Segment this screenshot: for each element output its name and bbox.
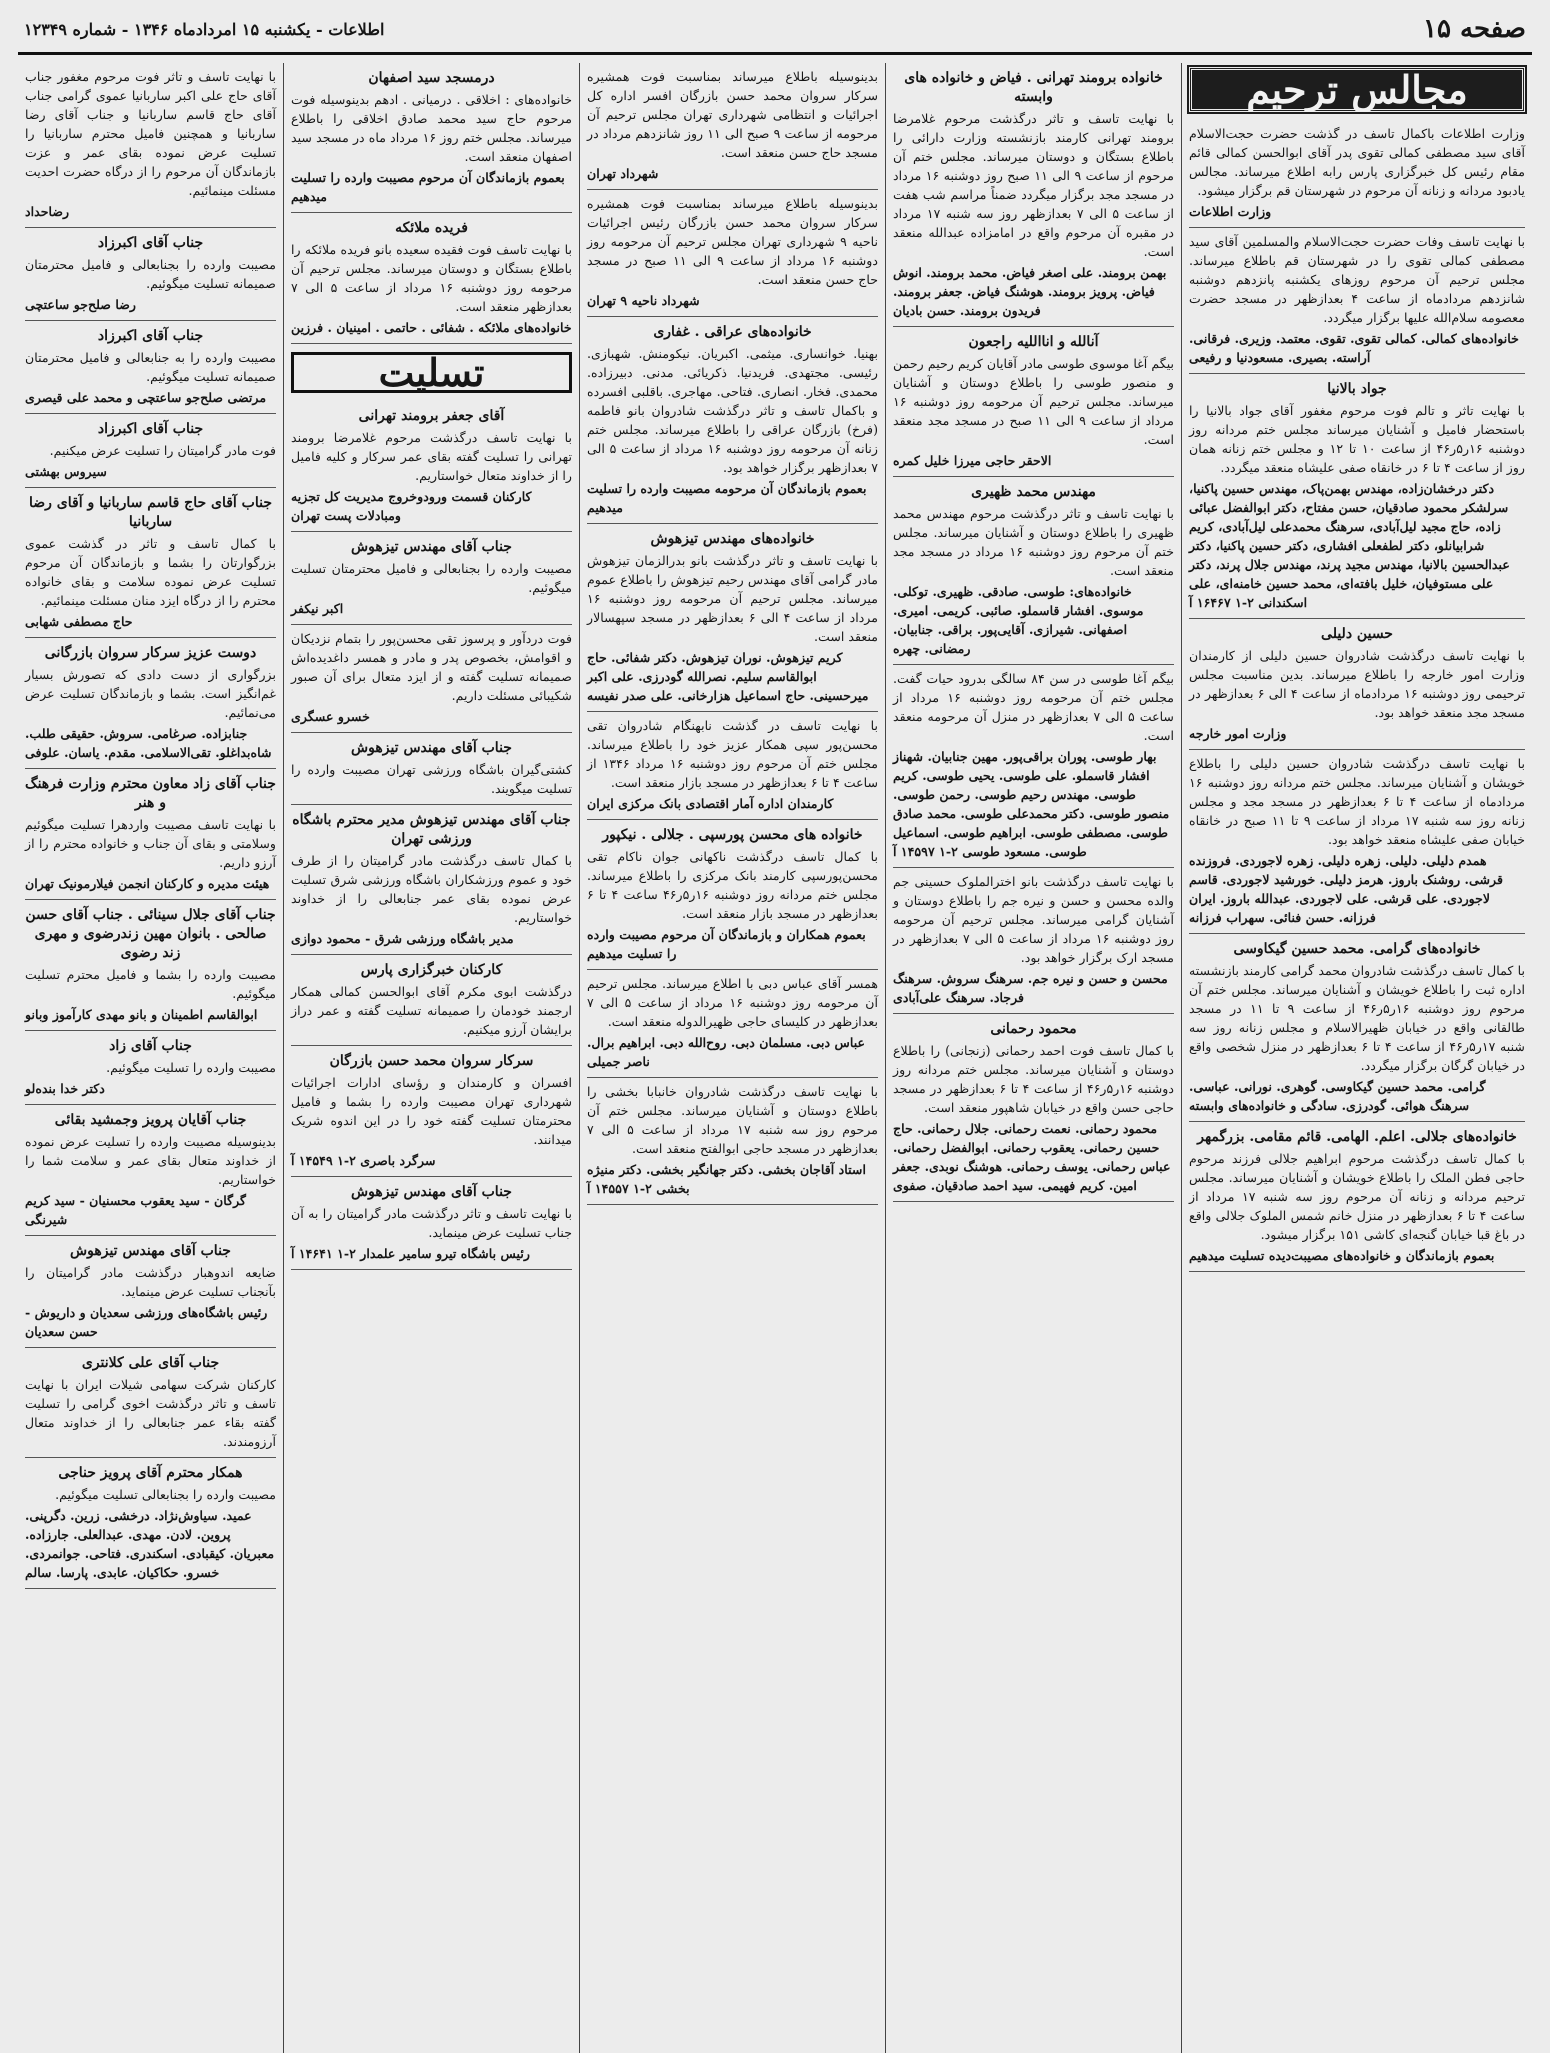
- masthead: [18, 8, 1532, 55]
- notice-body: با نهایت تاسف و تاثر درگذشت مادر گرامیتان را به آن جناب تسلیت عرض مینماید.: [291, 1206, 572, 1240]
- notice-body: بیگم آغا موسوی طوسی مادر آقایان کریم رحیم رحمن و منصور طوسی را باطلاع دوستان و آشنایان میرساند. مجلس ترحیم آن مرحومه روز دوشنبه ۱۶ مرداد از ساعت ۹ الی ۱۱ صبح در مسجد مجد منعقد است.: [893, 356, 1174, 447]
- notice-body: بدینوسیله مصیبت وارده را تسلیت عرض نموده از خداوند متعال بقای عمر و سلامت شما را خواستاریم.: [25, 1134, 276, 1187]
- issue-info: اطلاعات - یکشنبه ۱۵ امردادماه ۱۳۴۶ - شماره ۱۲۳۴۹: [24, 19, 385, 39]
- notice-item: [25, 638, 276, 769]
- notice-body: ضایعه اندوهبار درگذشت مادر گرامیتان را بآنجناب تسلیت عرض مینماید.: [25, 1265, 276, 1299]
- notice-item: [893, 665, 1174, 868]
- notice-signature: وزارت امور خارجه: [1189, 726, 1287, 741]
- notice-body: با نهایت تاسف درگذشت بانو اخترالملوک حسینی جم والده محسن و حسن و نیره جم را باطلاع دوستان و آشنایان گرامی میرساند. مجلس ترحیم آن مرحومه روز دوشنبه ۱۶ مرداد از ساعت ۵ الی ۷ بعدازظهر در مسجد ارک برگزار خواهد بود.: [893, 874, 1175, 965]
- notice-item: [291, 213, 572, 344]
- notice-body: با کمال تاسف درگذشت ناکهانی جوان ناکام تقی محسن‌پورسپی کارمند بانک مرکزی را باطلاع میرساند. مجلس ختم مردانه روز دوشنبه ۱۶ر۵ر۴۶ ساعت ۴ تا ۶ بعدازظهر در مسجد بازار منعقد است.: [587, 849, 878, 921]
- notice-item: [25, 63, 276, 228]
- notice-body: با نهایت تاسف و تاثر فوت مرحوم مغفور جناب آقای حاج علی اکبر ساربانیا عموی گرامی جناب آقای حاج قاسم ساربانیا و جناب آقای رضا ساربانیا و همچنین فامیل محترم ساربانیا را تسلیت عرض نموده بقای عمر و عزت بازماندگان آن مرحوم را از درگاه حضرت احدیت مسئلت مینمائیم.: [25, 69, 276, 198]
- notice-title: جناب آقای زاد: [109, 1038, 192, 1054]
- notice-item: [1189, 934, 1525, 1122]
- notice-item: [893, 327, 1174, 477]
- notice-item: [587, 820, 878, 970]
- notice-signature: ابوالقاسم اطمینان و بانو مهدی کارآموز وبانو: [25, 1007, 258, 1022]
- column-obituaries: [1181, 63, 1532, 2053]
- notice-body: بدینوسیله باطلاع میرساند بمناسبت فوت همشیره سرکار سروان محمد حسن بازرگان افسر اداره کل اجرائیات و انتظامی شهرداری تهران مجلس ترحیم آن مرحومه از ساعت ۹ صبح الی ۱۱ روز شانزدهم مرداد در مسجد حاج حسن منعقد است.: [587, 69, 879, 160]
- notice-item: [1189, 1122, 1525, 1272]
- notice-signature: شهرداد تهران: [587, 166, 659, 181]
- notice-signature: خانواده‌های: طوسی. صادقی. ظهیری. توکلی. موسوی. افشار قاسملو. صائبی. کریمی. امیری. اصفهانی. شیرازی. آقایی‌پور. براقی. جنابیان. رمضانی. چهره: [893, 584, 1144, 656]
- notice-title: خانواده های محسن پورسپی . جلالی . نیکپور: [602, 827, 863, 843]
- notice-title: جناب آقای اکبرزاد: [97, 421, 204, 437]
- notice-item: [291, 532, 572, 625]
- notice-item: [1189, 619, 1525, 750]
- notice-title: جناب آقای اکبرزاد: [97, 235, 204, 251]
- notice-item: [291, 63, 572, 213]
- notice-signature: گرامی. محمد حسین گیکاوسی. گوهری. نورانی. عباسی. سرهنگ هوائی. گودرزی. سادگی و خانواده‌های وابسته: [1189, 1079, 1486, 1113]
- notice-item: [587, 190, 878, 317]
- notice-signature: استاد آقاجان بخشی. دکتر جهانگیر بخشی. دکتر منیژه بخشی ۲-۱ ۱۴۵۵۷ آ: [587, 1162, 866, 1196]
- notice-signature: بعموم همکاران و بازماندگان آن مرحوم مصیبت وارده را تسلیت میدهیم: [587, 927, 866, 961]
- notice-item: [25, 1236, 276, 1348]
- notice-title: دوست عزیز سرکار سروان بازرگانی: [44, 645, 257, 661]
- notice-body: با نهایت تاسف درگذشت شادروان حسین دلیلی را باطلاع خویشان و آشنایان میرساند. مجلس ختم مردانه روز دوشنبه ۱۶ مردادماه از ساعت ۴ تا ۶ بعدازظهر در مسجد مجد و مجلس زنانه روز سه شنبه ۱۷ مرداد از ساعت ۹ تا ۱۱ صبح در خانقاه خیابان صفی علیشاه منعقد خواهد بود.: [1189, 756, 1525, 847]
- notice-signature: بعموم بازماندگان آن مرحومه مصیبت وارده را تسلیت میدهیم: [587, 481, 867, 515]
- notice-body: با نهایت تاسف درگذشت شادروان خانبابا بخشی را باطلاع دوستان و آشنایان میرساند. مجلس ختم آن مرحوم روز سه شنبه ۱۷ مرداد از ساعت ۵ الی ۷ بعدازظهر در مسجد حاجی ابوالفتح منعقد است.: [587, 1084, 879, 1156]
- notice-item: [1189, 228, 1525, 374]
- notice-signature: خسرو عسگری: [291, 709, 370, 724]
- notice-body: با نهایت تاسف و تاثر درگذشت مرحوم غلامرضا برومند تهرانی کارمند بازنشسته وزارت دارائی را باطلاع بستگان و دوستان میرساند. مجلس ختم آن مرحوم از ساعت ۹ الی ۱۱ صبح روز دوشنبه ۱۶ مرداد در مسجد مجد برگزار میگردد ضمناً مراسم شب هفت از ساعت ۵ الی ۷ بعدازظهر روز سه شنبه ۱۷ مرداد در مقبره آن مرحوم واقع در امامزاده عبدالله منعقد است.: [893, 111, 1175, 259]
- notice-item: [291, 733, 572, 805]
- notice-body: کشتی‌گیران باشگاه ورزشی تهران مصیبت وارده را تسلیت میگویند.: [291, 762, 572, 796]
- notice-signature: حاج مصطفی شهابی: [25, 614, 133, 629]
- notice-item: [291, 955, 572, 1046]
- notice-title: خانواده‌های عراقی . غفاری: [653, 324, 812, 340]
- notice-title: جناب آقای زاد معاون محترم وزارت فرهنگ و هنر: [25, 776, 276, 811]
- notice-signature: اکبر نیکفر: [291, 601, 344, 616]
- notice-title: خانواده‌های گرامی. محمد حسین گیکاوسی: [1233, 941, 1481, 957]
- notice-item: [291, 805, 572, 955]
- notice-signature: شهرداد ناحیه ۹ تهران: [587, 293, 700, 308]
- notice-body: مصیبت وارده را بجنابعالی و فامیل محترمتان صمیمانه تسلیت میگوئیم.: [25, 257, 276, 291]
- notice-signature: همدم دلیلی. دلیلی. زهره دلیلی. زهره لاجوردی. فروزنده قرشی. روشنک باروز. هرمز دلیلی. خورشید لاجوردی. قاسم لاجوردی. علی قرشی. علی لاجوردی. عبدالله باروز. ایران فرزانه. حسن فنائی. سهراب فرزانه: [1189, 853, 1503, 925]
- notice-item: [893, 1014, 1174, 1202]
- notice-item: [587, 712, 878, 820]
- notice-body: با کمال تاسف درگذشت شادروان محمد گرامی کارمند بازنشسته اداره ثبت را باطلاع خویشان و آشنایان میرساند. مجلس ختم آن مرحوم روز دوشنبه ۱۶ر۵ر۴۶ از ساعت ۹ تا ۱۱ در مسجد طالقانی واقع در خیابان ظهیرالاسلام و مجلس زنانه روز سه شنبه ۱۷ر۵ر۴۶ از ساعت ۴ تا ۶ بعدازظهر در منزل شخصی واقع در خیابان گرگان برگزار میگردد.: [1189, 963, 1525, 1073]
- notice-item: [25, 1105, 276, 1236]
- notice-item: [587, 970, 878, 1078]
- notice-item: [587, 63, 878, 190]
- notice-body: مصیبت وارده را بجنابعالی تسلیت میگوئیم.: [55, 1487, 276, 1502]
- notice-body: فوت مادر گرامیتان را تسلیت عرض میکنیم.: [49, 443, 276, 458]
- section-title-majalis-tarhim: مجالس ترحیم: [1189, 67, 1525, 112]
- notice-signature: سیروس بهشتی: [25, 464, 107, 479]
- notice-signature: مدیر باشگاه ورزشی شرق - محمود دوازی: [291, 931, 514, 946]
- notice-signature: وزارت اطلاعات: [1189, 204, 1272, 219]
- notice-title: جناب آقای مهندس تیزهوش: [351, 1184, 512, 1200]
- notice-list: [291, 401, 572, 1270]
- notice-item: [587, 524, 878, 712]
- notice-title: خانواده برومند تهرانی . فیاض و خانواده های وابسته: [904, 70, 1163, 105]
- notice-item: [587, 1078, 878, 1205]
- notice-title: جواد بالانیا: [1327, 381, 1387, 397]
- notice-list: [893, 63, 1174, 1202]
- notice-signature: خانواده‌های ملائکه . شفائی . حاتمی . امینیان . فرزین: [291, 320, 572, 335]
- section-title-tasliyat: تسلیت: [291, 352, 572, 393]
- notice-signature: جنابزاده. صرغامی. سروش. حقیقی طلب. شاه‌بداغلو. تقی‌الاسلامی. مقدم. یاسان. علوفی: [25, 726, 272, 760]
- notice-signature: الاحقر حاجی میرزا خلیل کمره: [893, 453, 1052, 468]
- notice-item: [893, 477, 1174, 665]
- notice-signature: محسن و حسن و نیره جم. سرهنگ سروش. سرهنگ فرجاد. سرهنگ علی‌آبادی: [893, 971, 1168, 1005]
- notice-signature: بعموم بازماندگان آن مرحوم مصیبت وارده را تسلیت میدهیم: [291, 170, 565, 204]
- notice-item: [25, 1348, 276, 1458]
- notice-signature: بهمن برومند. علی اصغر فیاض. محمد برومند. انوش فیاض. پرویز برومند. هوشنگ فیاض. جعفر برومند. فریدون برومند. حسن بادیان: [893, 265, 1167, 318]
- notice-title: آقای جعفر برومند تهرانی: [358, 408, 505, 424]
- notice-item: [1189, 120, 1525, 228]
- notice-signature: عباس دبی. مسلمان دبی. روح‌الله دبی. ابراهیم برال. ناصر جمیلی: [587, 1035, 866, 1069]
- notice-title: سرکار سروان محمد حسن بازرگان: [329, 1053, 534, 1069]
- notice-title: خانواده‌های جلالی. اعلم. الهامی. قائم مقامی. بزرگمهر: [1197, 1129, 1517, 1145]
- notice-item: [291, 625, 572, 733]
- notice-title: خانواده‌های مهندس تیزهوش: [650, 531, 815, 547]
- notice-signature: محمود رحمانی. نعمت رحمانی. جلال رحمانی. حاج حسین رحمانی. یعقوب رحمانی. ابوالفضل رحمانی. عباس رحمانی. یوسف رحمانی. هوشنگ نوبدی. جعفر امین. کریم فهیمی. سید احمد صادقیان. صفوی: [893, 1121, 1171, 1193]
- notice-body: مصیبت وارده را بشما و فامیل محترم تسلیت میگوئیم.: [25, 967, 276, 1001]
- notice-body: با کمال تاسف فوت احمد رحمانی (زنجانی) را باطلاع دوستان و آشنایان میرساند. مجلس ختم مردانه روز دوشنبه ۱۶ر۵ر۴۶ از ساعت ۴ تا ۶ بعدازظهر در مسجد حاجی حسن واقع در خیابان شاهپور منعقد است.: [893, 1043, 1174, 1115]
- column-3: [579, 63, 885, 2053]
- notice-body: بدینوسیله باطلاع میرساند بمناسبت فوت همشیره سرکار سروان محمد حسن بازرگان رئیس اجرائیات ناحیه ۹ شهرداری تهران مجلس ترحیم آن مرحومه روز دوشنبه ۱۶ مرداد از ساعت ۹ الی ۱۱ صبح در مسجد حاج حسن منعقد است.: [587, 196, 878, 287]
- notice-body: خانواده‌های : اخلاقی . درمیانی . ادهم بدینوسیله فوت مرحوم حاج سید محمد صادق اخلاقی را باطلاع میرساند. مجلس ختم روز ۱۶ مرداد ماه در مسجد سید اصفهان منعقد است.: [291, 92, 572, 164]
- notice-body: با نهایت تاسف درگذشت شادروان حسین دلیلی از کارمندان وزارت امور خارجه را باطلاع میرساند. بدین مناسبت مجلس ترحیمی روز دوشنبه ۱۶ مردادماه از ساعت ۴ الی ۶ بعدازظهر در مسجد مجد منعقد خواهد بود.: [1189, 648, 1525, 720]
- notice-body: با نهایت تاسف وفات حضرت حجت‌الاسلام والمسلمین آقای سید مصطفی کمالی تقوی را در شهرستان قم باطلاع میرساند. مجلس ترحیم آن مرحوم روزهای یکشنبه پانزدهم دوشنبه شانزدهم مردادماه از ساعت ۴ بعدازظهر در مسجد حضرت معصومه سلام‌الله علیها برگزار میگردد.: [1189, 234, 1525, 325]
- notice-body: با نهایت تاسف در گذشت نابهنگام شادروان تقی محسن‌پور سپی همکار عزیز خود را باطلاع میرساند. مجلس ختم آن مرحوم روز دوشنبه ۱۶ مرداد ۱۳۴۶ از ساعت ۴ تا ۶ بعدازظهر در مسجد بازار منعقد است.: [587, 718, 878, 790]
- notice-title: جناب آقای حاج قاسم ساربانیا و آقای رضا ساربانیا: [29, 495, 272, 530]
- notice-body: درگذشت ابوی مکرم آقای ابوالحسن کمالی همکار ارجمند خودمان را صمیمانه تسلیت گفته و عمر دراز برایشان آرزو میکنیم.: [291, 984, 572, 1037]
- notice-item: [25, 488, 276, 638]
- notice-signature: دکتر خدا بنده‌لو: [25, 1081, 105, 1096]
- notice-body: با کمال تاسف و تاثر در گذشت عموی بزرگوارتان را بشما و بازماندگان آن مرحوم تسلیت عرض نموده سلامت و بقای خانواده محترم را از درگاه ایزد منان مسئلت مینمائیم.: [25, 536, 276, 608]
- notice-item: [25, 414, 276, 488]
- notice-title: کارکنان خبرگزاری پارس: [360, 962, 503, 978]
- notice-body: وزارت اطلاعات باکمال تاسف در گذشت حضرت حجت‌الاسلام آقای سید مصطفی کمالی تقوی پدر آقای ابوالحسن کمالی قائم مقام رئیس کل خبرگزاری پارس رابه اطلاع میرساند. مجالس یادبود مردانه و زنانه آن مرحوم در شهرستان قم برگزار میشود.: [1189, 126, 1525, 198]
- column-condolences: [283, 63, 579, 2053]
- notice-signature: بهار طوسی. پوران براقی‌پور. مهین جنابیان. شهناز افشار قاسملو. علی طوسی. یحیی طوسی. کریم طوسی. مهندس رحیم طوسی. رحمن طوسی. منصور طوسی. دکتر محمدعلی طوسی. محمد صادق طوسی. مصطفی طوسی. ابراهیم طوسی. اسماعیل طوسی. مسعود طوسی ۲-۱ ۱۴۵۹۷ آ: [893, 749, 1170, 859]
- notice-list: [291, 63, 572, 344]
- notice-title: جناب آقایان پرویز وجمشید بقائی: [54, 1112, 247, 1128]
- notice-item: [1189, 374, 1525, 619]
- columns-container: [18, 63, 1532, 2053]
- notice-signature: سرگرد باصری ۲-۱ ۱۴۵۴۹ آ: [291, 1153, 436, 1168]
- notice-item: [291, 401, 572, 532]
- notice-item: [25, 321, 276, 414]
- notice-body: با نهایت تاسف درگذشت مرحوم غلامرضا برومند تهرانی را تسلیت گفته بقای عمر سرکار و کلیه فامیل را از خداوند متعال خواستاریم.: [291, 430, 572, 483]
- notice-list: [587, 63, 878, 1205]
- notice-signature: مرتضی صلح‌جو ساعتچی و محمد علی قیصری: [25, 390, 267, 405]
- notice-signature: دکتر درخشان‌زاده، مهندس بهمن‌پاک، مهندس حسین پاکنیا، سرلشکر محمود صادقیان، حسن مفتاح، دکتر ابوالفضل عبائی زاده، حاج مجید لیل‌آبادی، سرهنگ محمدعلی لیل‌آبادی، کریم شرابیانلو، دکتر لطفعلی افشاری، دکتر حسین پاکنیا، دکتر عبدالحسین بالانیا، مهندس مجید پرند، مهندس جلال پرند، دکتر علی مستوفیان، خلیل بافته‌ای، محمد حسین خامنه‌ای، علی اسکندانی ۲-۱ ۱۶۴۶۷ آ: [1189, 481, 1510, 610]
- notice-body: کارکنان شرکت سهامی شیلات ایران با نهایت تاسف و تاثر درگذشت اخوی گرامی را تسلیت گفته بقاء عمر جنابعالی را از خداوند متعال آرزومندند.: [25, 1377, 276, 1449]
- notice-item: [587, 317, 878, 524]
- notice-title: آنالله و انااللیه راجعون: [968, 334, 1099, 350]
- notice-list: [25, 63, 276, 1589]
- notice-body: با نهایت تاسف و تاثر درگذشت بانو بدرالزمان تیزهوش مادر گرامی آقای مهندس رحیم تیزهوش را باطلاع عموم میرساند. مجلس ترحیم آن مرحومه روز دوشنبه ۱۶ مرداد از ساعت ۴ الی ۶ بعدازظهر در مسجد سپهسالار منعقد است.: [587, 553, 878, 644]
- notice-item: [1189, 750, 1525, 934]
- notice-item: [291, 1046, 572, 1177]
- notice-item: [25, 769, 276, 900]
- notice-item: [25, 1031, 276, 1105]
- notice-body: با نهایت تاثر و تالم فوت مرحوم مغفور آقای جواد بالانیا را باستحضار فامیل و آشنایان میرساند مجلس ختم مردانه روز دوشنبه ۱۶ر۵ر۴۶ از ساعت ۱۰ تا ۱۲ و مجلس ختم زنانه همان روز از ساعت ۴ تا ۶ در خانقاه صفی علیشاه منعقد میگردد.: [1189, 403, 1525, 475]
- notice-body: همسر آقای عباس دبی با اطلاع میرساند. مجلس ترحیم آن مرحومه روز دوشنبه ۱۶ مرداد از ساعت ۵ الی ۷ بعدازظهر در کلیسای حاجی ظهیرالدوله منعقد است.: [587, 976, 879, 1029]
- notice-signature: خانواده‌های کمالی. کمالی تقوی. تقوی. معتمد. وزیری. فرقانی. آراسته. بصیری. مسعودنیا و رفیعی: [1189, 331, 1519, 365]
- notice-title: جناب آقای مهندس تیزهوش: [70, 1243, 231, 1259]
- notice-item: [25, 900, 276, 1031]
- column-1: [18, 63, 283, 2053]
- notice-signature: رضا صلح‌جو ساعتچی: [25, 297, 136, 312]
- page-number: صفحه ۱۵: [1423, 14, 1526, 44]
- notice-title: درمسجد سید اصفهان: [368, 70, 495, 86]
- notice-body: با نهایت تاسف مصیبت واردهرا تسلیت میگوئیم وسلامتی و بقای آن جناب و خانواده محترم را از آرزو داریم.: [25, 817, 276, 870]
- notice-title: جناب آقای مهندس تیزهوش: [351, 740, 512, 756]
- notice-signature: گرگان - سید یعقوب محسنیان - سید کریم شیرنگی: [25, 1193, 247, 1227]
- notice-body: بزرگواری از دست دادی که تصورش بسیار غم‌انگیز است. بشما و بازماندگان تسلیت عرض می‌نمائیم.: [25, 667, 276, 720]
- notice-signature: کارمندان اداره آمار اقتصادی بانک مرکزی ایران: [587, 796, 834, 811]
- notice-signature: کریم تیزهوش. نوران تیزهوش. دکتر شفائی. حاج ابوالقاسم سلیم. نصرالله گودرزی. علی اکبر میرحسینی. حاج اسماعیل هزارخانی. علی صدر نفیسه: [587, 650, 869, 703]
- notice-title: جناب آقای مهندس تیزهوش: [351, 539, 512, 555]
- notice-title: مهندس محمد ظهیری: [971, 484, 1096, 500]
- notice-item: [291, 1177, 572, 1270]
- notice-signature: عمید. سیاوش‌نژاد. درخشی. زرین. دگرپنی. پروین. لادن. مهدی. عبدالعلی. جارزاده. معبریان. کیقبادی. اسکندری. فتاحی. جوانمردی. خسرو. حکاکیان. عابدی. پارسا. سالم: [25, 1508, 275, 1580]
- notice-title: جناب آقای مهندس تیزهوش مدیر محترم باشگاه ورزشی تهران: [292, 812, 571, 847]
- notice-body: بیگم آغا طوسی در سن ۸۴ سالگی بدرود حیات گفت. مجلس ختم آن مرحومه روز دوشنبه ۱۶ مرداد از ساعت ۵ الی ۷ بعدازظهر در منزل آن مرحومه منعقد است.: [893, 671, 1174, 743]
- notice-body: مصیبت وارده را تسلیت میگوئیم.: [106, 1060, 276, 1075]
- notice-body: با نهایت تاسف فوت فقیده سعیده بانو فریده ملائکه را باطلاع بستگان و دوستان میرساند. مجلس ترحیم آن مرحومه روز دوشنبه ۱۶ مرداد از ساعت ۵ الی ۷ بعدازظهر منعقد است.: [291, 242, 572, 314]
- notice-item: [25, 1458, 276, 1589]
- notice-title: همکار محترم آقای پرویز حناجی: [58, 1465, 243, 1481]
- notice-signature: کارکنان قسمت ورودوخروج مدیریت کل تجزیه ومبادلات پست تهران: [291, 489, 532, 523]
- notice-signature: بعموم بازماندگان و خانواده‌های مصیبت‌دیده تسلیت میدهیم: [1189, 1248, 1495, 1263]
- notice-item: [893, 63, 1174, 327]
- notice-list: [1189, 120, 1525, 1272]
- notice-body: فوت دردآور و پرسوز تقی محسن‌پور را بتمام نزدیکان و اقوامش، بخصوص پدر و مادر و همسر داغدیده‌اش صمیمانه تسلیت گفته و از ایزد متعال برای آن صبور شکیبائی مسئلت داریم.: [291, 631, 572, 703]
- notice-body: افسران و کارمندان و رؤسای ادارات اجرائیات شهرداری تهران مصیبت وارده را بشما و فامیل محترمتان تسلیت گفته خود را در این اندوه شریک میدانند.: [291, 1075, 572, 1147]
- notice-title: محمود رحمانی: [990, 1021, 1077, 1037]
- notice-body: با کمال تاسف درگذشت مادر گرامیتان را از طرف خود و عموم ورزشکاران باشگاه ورزشی شرق تسلیت عرض نموده بقای عمر جنابعالی را از خداوند خواستاریم.: [291, 853, 572, 925]
- notice-item: [25, 228, 276, 321]
- notice-title: جناب آقای علی کلانتری: [81, 1355, 220, 1371]
- column-4: [885, 63, 1181, 2053]
- notice-signature: هیئت مدیره و کارکنان انجمن فیلارمونیک تهران: [25, 876, 270, 891]
- notice-title: جناب آقای اکبرزاد: [97, 328, 204, 344]
- notice-title: فریده ملائکه: [395, 220, 468, 236]
- notice-signature: رئیس باشگاه تیرو سامیر علمدار ۲-۱ ۱۴۶۴۱ آ: [291, 1246, 530, 1261]
- notice-body: با نهایت تاسف و تاثر درگذشت مرحوم مهندس محمد ظهیری را باطلاع دوستان و آشنایان میرساند. مجلس ختم آن مرحوم روز دوشنبه ۱۶ مرداد در مسجد مجد منعقد است.: [893, 506, 1174, 578]
- notice-signature: رضاحداد: [25, 204, 70, 219]
- notice-body: بهنیا. خوانساری. میثمی. اکبریان. نیکومنش. شهبازی. رئیسی. مجتهدی. فریدنیا. ذکریائی. مدنی. دبیرزاده. محمدی. فخار. انصاری. فتاحی. مهاجری. باقلبی افسرده و باکمال تاسف و تاثر درگذشت شادروان بانو فاطمه (فرخ) بازرگان عراقی را باطلاع میرساند. مجلس ختم زنانه آن مرحومه روز دوشنبه ۱۶ مرداد از ساعت ۵ الی ۷ بعدازظهر برگزار خواهد بود.: [587, 346, 878, 475]
- notice-item: [893, 868, 1174, 1014]
- notice-body: مصیبت وارده را بجنابعالی و فامیل محترمتان تسلیت میگوئیم.: [291, 561, 572, 595]
- notice-signature: رئیس باشگاه‌های ورزشی سعدیان و داریوش - حسن سعدیان: [25, 1305, 268, 1339]
- notice-title: حسین دلیلی: [1321, 626, 1393, 642]
- notice-title: جناب آقای جلال سینائی . جناب آقای حسن صالحی . بانوان مهین زندرضوی و مهری زند رضوی: [25, 907, 276, 961]
- notice-body: با کمال تاسف درگذشت مرحوم ابراهیم جلالی فرزند مرحوم حاجی فطن الملک را باطلاع خویشان و آشنایان میرساند. مجلس ترحیم مردانه و زنانه آن مرحوم روز سه شنبه ۱۷ مرداد از ساعت ۴ تا ۶ بعدازظهر در منزل خانم شمس الملوک جلالی واقع در باغ قبا خیابان گنجه‌ای کاشی ۱۵۱ برگزار میشود.: [1189, 1151, 1525, 1242]
- notice-body: مصیبت وارده را به جنابعالی و فامیل محترمتان صمیمانه تسلیت میگوئیم.: [25, 350, 276, 384]
